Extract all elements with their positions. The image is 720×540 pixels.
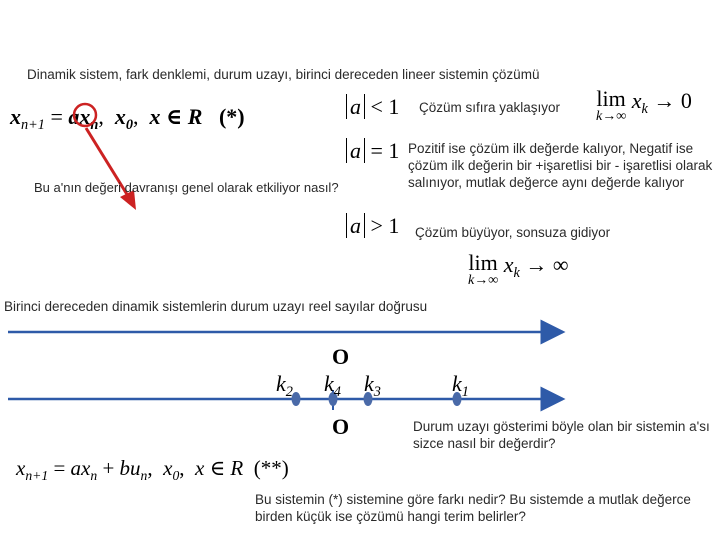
case-eq1-text: Pozitif ise çözüm ilk değerde kalıyor, Negatif ise çözüm ilk değerin bir +işaretlisi bir - işaretlisi olarak salınıyor, mutlak değerce aynı değerde kalıyor [408, 141, 713, 190]
condition-lt1: a < 1 [346, 94, 399, 120]
case-lt1-text: Çözüm sıfıra yaklaşıyor [419, 100, 561, 115]
condition-gt1: a > 1 [346, 213, 399, 239]
coefficient-a: a [68, 104, 80, 129]
difference-equation-1: $x_{n+1} = ax_n$, $x_0$, x ∈ R (*) [10, 104, 245, 133]
limit-to-zero: lim k→∞ $x_k \to 0$ [596, 86, 692, 124]
condition-eq1: a = 1 [346, 138, 399, 164]
question-a: Durum uzayı gösterimi böyle olan bir sistemin a'sı sizce nasıl bir değerdir? [413, 419, 710, 451]
point-label-k4: $k_4$ [324, 371, 341, 400]
point-label-k3: $k_3$ [364, 371, 381, 400]
page-heading: Dinamik sistem, fark denklemi, durum uzayı, birinci dereceden lineer sistemin çözümü [27, 67, 540, 82]
case-gt1-text: Çözüm büyüyor, sonsuza gidiyor [415, 225, 611, 240]
point-label-k2: $k_2$ [276, 371, 293, 400]
limit-to-infinity: lim k→∞ $x_k$ → ∞ [468, 250, 569, 288]
state-space-caption: Birinci dereceden dinamik sistemlerin durum uzayı reel sayılar doğrusu [4, 299, 428, 314]
effect-question: Bu a'nın değeri davranışı genel olarak etkiliyor nasıl? [34, 180, 339, 195]
difference-equation-2: $x_{n+1} = ax_n + bu_n$, $x_0$, x ∈ R (**) [16, 456, 289, 483]
origin-label-top: O [332, 344, 350, 369]
origin-label-bottom: O [332, 414, 350, 439]
point-label-k1: $k_1$ [452, 371, 469, 400]
question-b: Bu sistemin (*) sistemine göre farkı nedir? Bu sistemde a mutlak değerce birden küçük ise çözümü hangi terim belirler? [255, 492, 691, 524]
